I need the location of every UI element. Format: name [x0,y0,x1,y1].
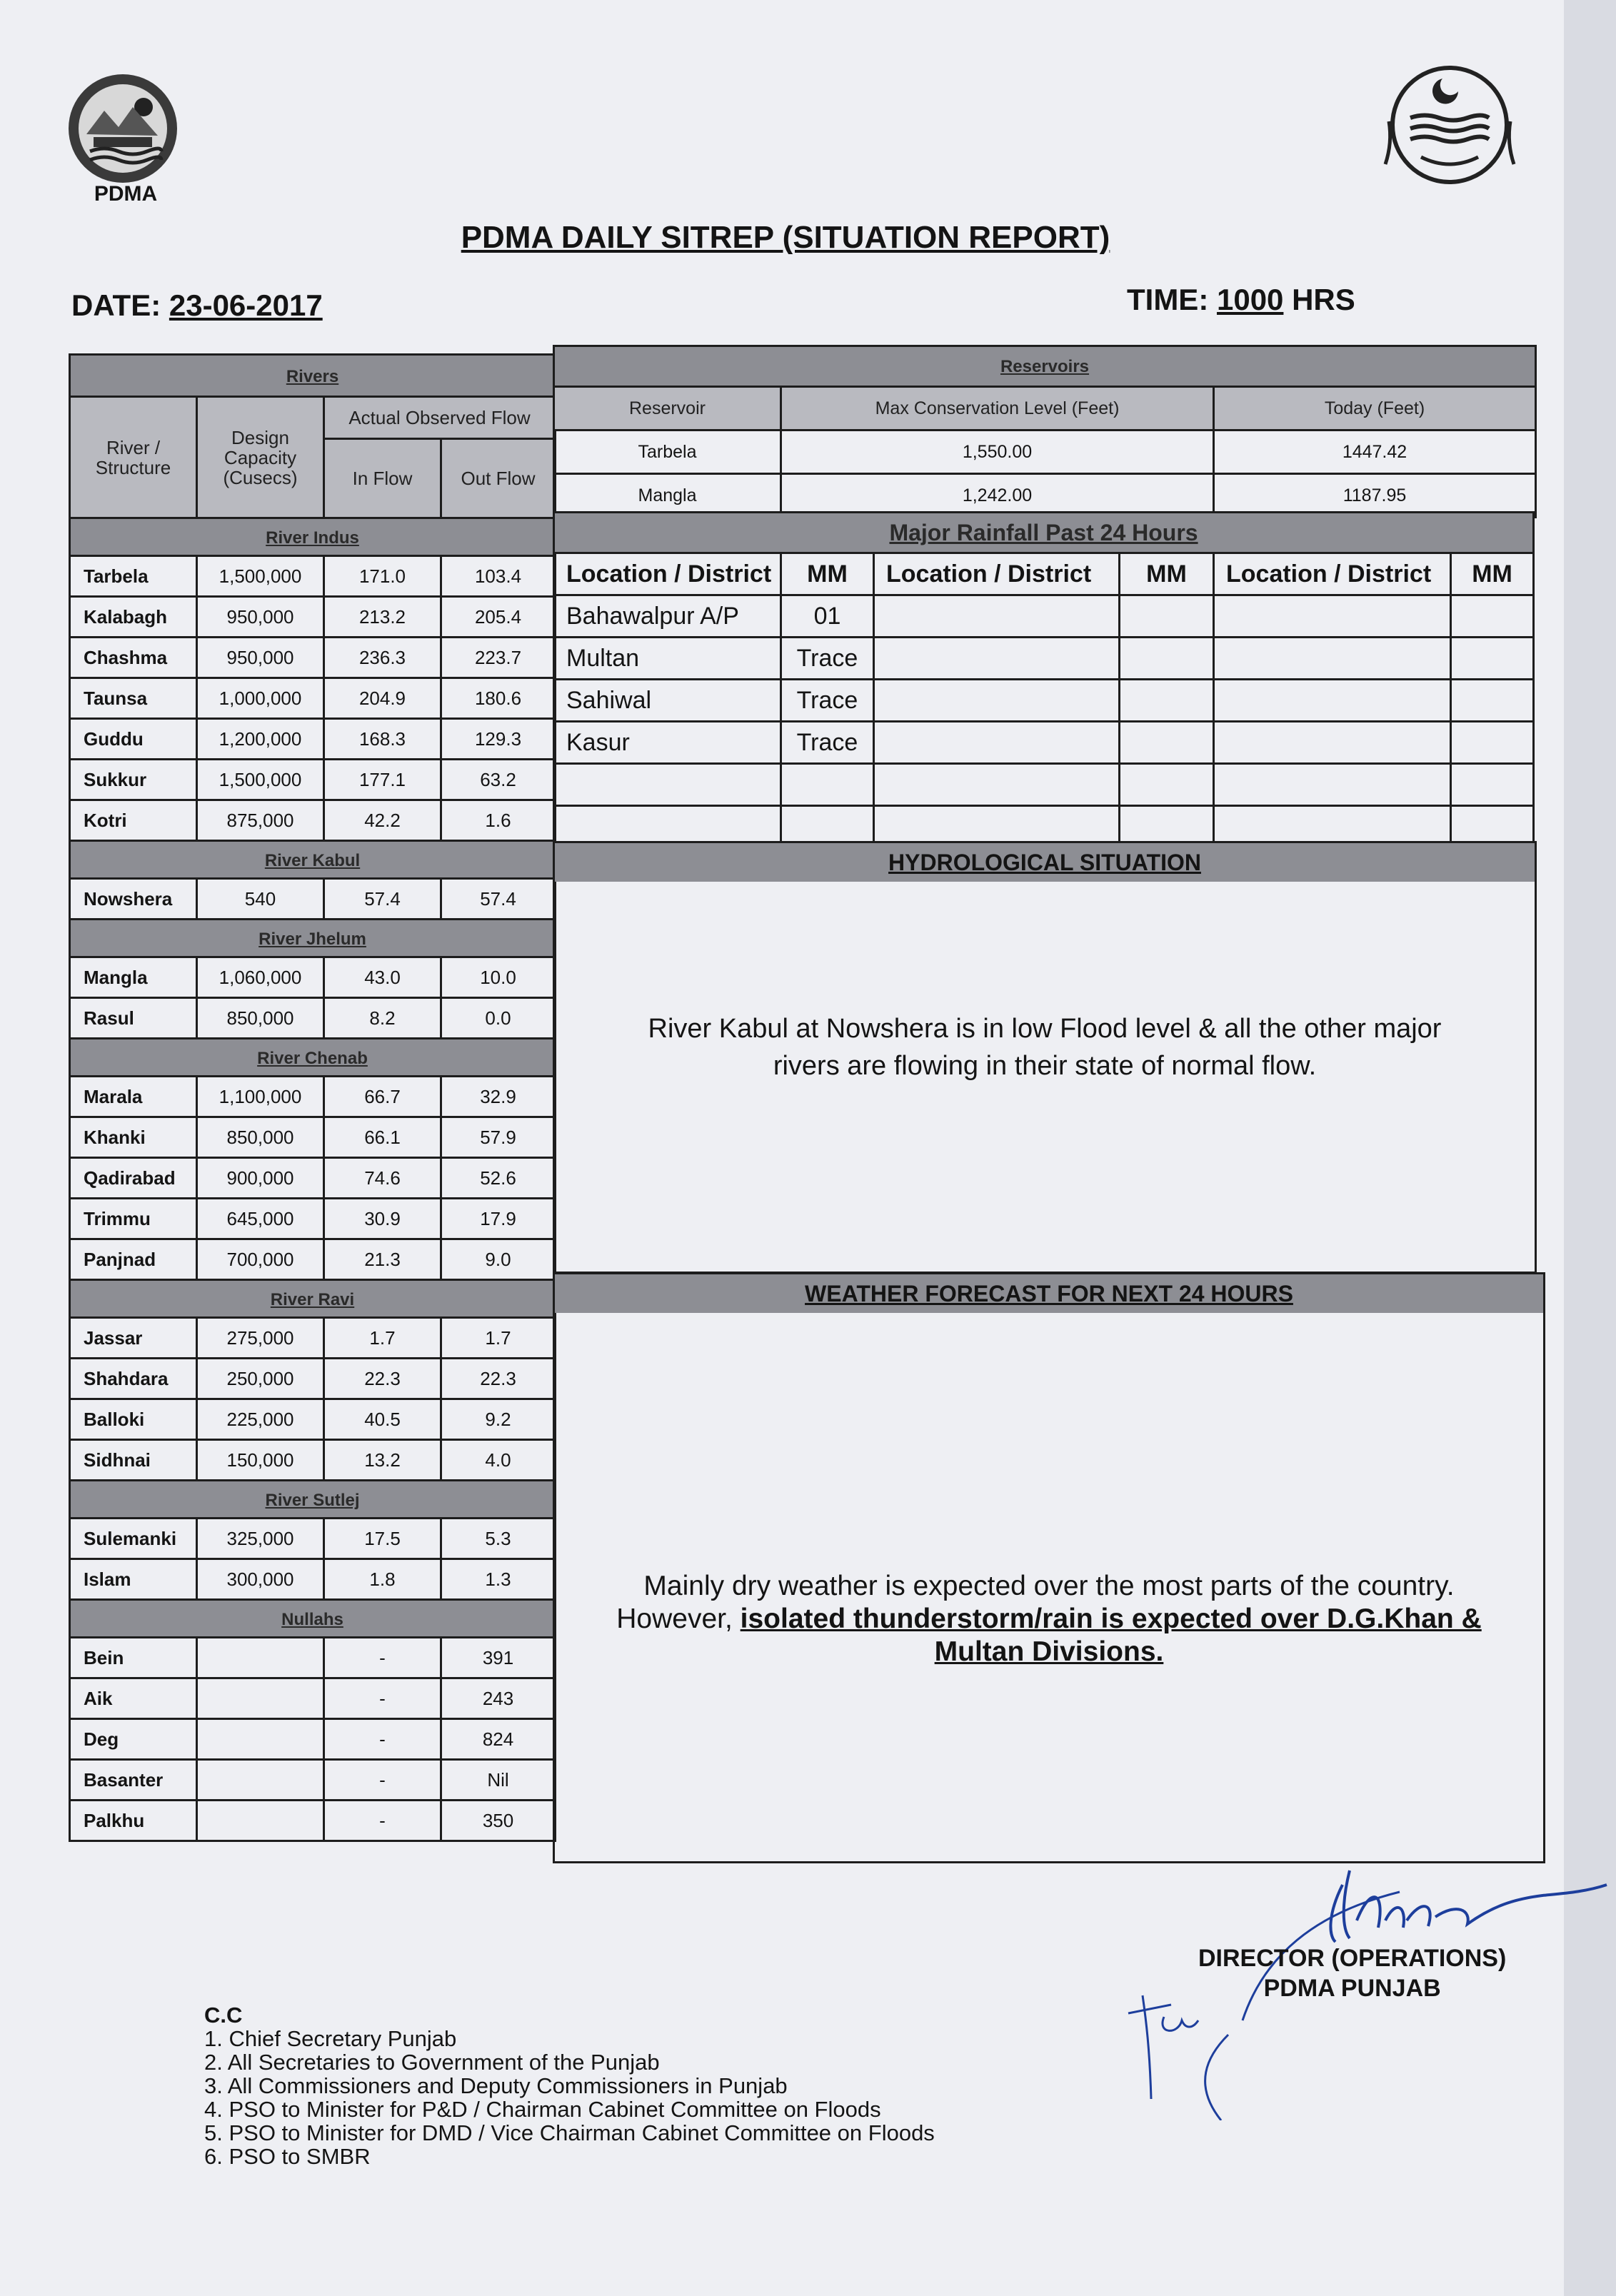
weather-text [555,1570,1543,1668]
in-flow: - [324,1638,441,1678]
design-capacity: 1,060,000 [197,957,324,998]
river-station-row [70,760,556,800]
river-group-row [70,1280,556,1318]
out-flow: 63.2 [441,760,556,800]
out-flow: 103.4 [441,556,556,597]
river-station-row [70,1678,556,1719]
rain-empty-cell [1120,764,1214,806]
in-flow: 66.1 [324,1117,441,1158]
rain-empty-cell [1451,595,1534,638]
weather-line-2 [555,1603,1543,1636]
river-group-row [70,920,556,957]
rain-location: Bahawalpur A/P [554,595,781,638]
station-name: Sukkur [70,760,197,800]
river-group-header [70,1280,556,1318]
col-in-flow: In Flow [324,439,441,518]
out-flow: 1.7 [441,1318,556,1359]
hydrological-text [555,1010,1535,1084]
river-station-row [70,1760,556,1801]
in-flow: 1.8 [324,1559,441,1600]
river-group-row [70,1481,556,1519]
design-capacity: 850,000 [197,1117,324,1158]
out-flow: 22.3 [441,1359,556,1399]
out-flow: 129.3 [441,719,556,760]
col-design-capacity: Design Capacity (Cusecs) [197,397,324,518]
time-unit: HRS [1292,283,1355,316]
in-flow: 21.3 [324,1239,441,1280]
col-location-2: Location / District [874,553,1120,595]
rain-mm: Trace [781,722,874,764]
weather-line-3: Multan Divisions. [934,1636,1164,1667]
col-mm-3: MM [1451,553,1534,595]
out-flow: 57.9 [441,1117,556,1158]
cc-item: 3. All Commissioners and Deputy Commissioners in Punjab [204,2073,788,2098]
station-name: Palkhu [70,1801,197,1841]
design-capacity: 1,500,000 [197,556,324,597]
out-flow: 391 [441,1638,556,1678]
rain-empty-cell [1214,680,1451,722]
col-actual-flow: Actual Observed Flow [324,397,556,439]
rain-empty-cell [1214,595,1451,638]
weather-section [553,1272,1545,1863]
river-station-row [70,1638,556,1678]
report-title: PDMA DAILY SITREP (SITUATION REPORT) [461,220,1110,255]
hydrological-title: HYDROLOGICAL SITUATION [555,843,1535,882]
station-name: Marala [70,1077,197,1117]
in-flow: 17.5 [324,1519,441,1559]
design-capacity [197,1638,324,1678]
design-capacity [197,1719,324,1760]
rainfall-table [553,511,1535,849]
reservoirs-title: Reservoirs [1000,356,1090,376]
cc-label: C.C [204,2003,243,2028]
rain-empty-cell [1214,764,1451,806]
out-flow: 5.3 [441,1519,556,1559]
design-capacity: 325,000 [197,1519,324,1559]
in-flow: 40.5 [324,1399,441,1440]
out-flow: 1.3 [441,1559,556,1600]
design-capacity: 1,000,000 [197,678,324,719]
weather-line-2-emph: isolated thunderstorm/rain is expected over D.G.Khan & [740,1603,1482,1634]
in-flow: 1.7 [324,1318,441,1359]
rainfall-row [554,680,1534,722]
cc-item: 6. PSO to SMBR [204,2144,371,2169]
station-name: Rasul [70,998,197,1039]
rain-location: Kasur [554,722,781,764]
river-station-row [70,597,556,638]
in-flow: 22.3 [324,1359,441,1399]
cc-item: 1. Chief Secretary Punjab [204,2026,457,2051]
river-station-row [70,678,556,719]
reservoir-row [554,430,1536,474]
river-group-title: River Jhelum [259,929,366,949]
river-group-header [70,518,556,556]
station-name: Khanki [70,1117,197,1158]
river-group-header [70,920,556,957]
river-station-row [70,719,556,760]
rain-location [554,764,781,806]
design-capacity: 1,200,000 [197,719,324,760]
out-flow: 1.6 [441,800,556,841]
station-name: Deg [70,1719,197,1760]
rain-empty-cell [874,638,1120,680]
station-name: Basanter [70,1760,197,1801]
river-group-row [70,518,556,556]
today-level: 1187.95 [1214,474,1536,518]
design-capacity: 150,000 [197,1440,324,1481]
out-flow: 17.9 [441,1199,556,1239]
river-station-row [70,1519,556,1559]
out-flow: 32.9 [441,1077,556,1117]
in-flow: 57.4 [324,879,441,920]
rainfall-row [554,638,1534,680]
signatory-title-2: PDMA PUNJAB [1263,1975,1441,2002]
river-group-header [70,841,556,879]
max-conservation-level: 1,242.00 [781,474,1214,518]
rain-empty-cell [874,764,1120,806]
station-name: Sidhnai [70,1440,197,1481]
out-flow: 9.0 [441,1239,556,1280]
rain-mm: 01 [781,595,874,638]
rivers-title: Rivers [286,366,339,386]
punjab-emblem-icon [1371,57,1557,200]
reservoir-name: Tarbela [554,430,781,474]
out-flow: 205.4 [441,597,556,638]
out-flow: 824 [441,1719,556,1760]
pdma-logo [61,71,190,214]
in-flow: 171.0 [324,556,441,597]
out-flow: 0.0 [441,998,556,1039]
river-group-row [70,841,556,879]
rainfall-row [554,722,1534,764]
out-flow: 180.6 [441,678,556,719]
rain-mm: Trace [781,680,874,722]
station-name: Kalabagh [70,597,197,638]
col-mm-1: MM [781,553,874,595]
design-capacity [197,1678,324,1719]
river-station-row [70,1559,556,1600]
in-flow: 204.9 [324,678,441,719]
river-station-row [70,1440,556,1481]
hydrological-section [553,841,1537,1274]
rain-location: Sahiwal [554,680,781,722]
river-group-header [70,1600,556,1638]
col-reservoir: Reservoir [554,387,781,430]
river-group-title: River Ravi [270,1289,355,1309]
river-group-title: River Indus [266,528,359,548]
out-flow: 243 [441,1678,556,1719]
design-capacity: 1,500,000 [197,760,324,800]
river-group-header [70,1039,556,1077]
river-station-row [70,1158,556,1199]
design-capacity: 300,000 [197,1559,324,1600]
river-group-title: River Chenab [257,1048,368,1068]
station-name: Shahdara [70,1359,197,1399]
date-label: DATE: [71,288,161,322]
rain-empty-cell [1120,595,1214,638]
cc-item: 5. PSO to Minister for DMD / Vice Chairman Cabinet Committee on Floods [204,2120,935,2145]
river-group-title: River Sutlej [265,1490,360,1510]
in-flow: - [324,1801,441,1841]
river-group-row [70,1600,556,1638]
rain-mm: Trace [781,638,874,680]
time-value: 1000 [1216,283,1284,316]
rain-empty-cell [1120,722,1214,764]
river-station-row [70,1359,556,1399]
design-capacity: 900,000 [197,1158,324,1199]
out-flow: 57.4 [441,879,556,920]
cc-list [204,2003,935,2168]
out-flow: 4.0 [441,1440,556,1481]
hydrological-line-2: rivers are flowing in their state of normal flow. [773,1051,1317,1081]
reservoirs-table [553,345,1537,518]
design-capacity: 225,000 [197,1399,324,1440]
in-flow: - [324,1760,441,1801]
rain-empty-cell [1120,638,1214,680]
rain-empty-cell [1451,638,1534,680]
out-flow: 350 [441,1801,556,1841]
river-group-title: Nullahs [281,1609,343,1629]
rivers-table [69,353,556,1842]
station-name: Aik [70,1678,197,1719]
station-name: Panjnad [70,1239,197,1280]
rainfall-header [554,513,1534,553]
station-name: Tarbela [70,556,197,597]
station-name: Bein [70,1638,197,1678]
in-flow: - [324,1678,441,1719]
design-capacity: 950,000 [197,597,324,638]
col-today-feet: Today (Feet) [1214,387,1536,430]
station-name: Islam [70,1559,197,1600]
out-flow: 223.7 [441,638,556,678]
weather-title: WEATHER FORECAST FOR NEXT 24 HOURS [555,1274,1543,1313]
design-capacity: 875,000 [197,800,324,841]
in-flow: 168.3 [324,719,441,760]
station-name: Jassar [70,1318,197,1359]
design-capacity [197,1760,324,1801]
river-group-title: River Kabul [264,850,361,870]
station-name: Balloki [70,1399,197,1440]
river-station-row [70,1719,556,1760]
in-flow: 213.2 [324,597,441,638]
today-level: 1447.42 [1214,430,1536,474]
rain-mm [781,764,874,806]
rainfall-row [554,595,1534,638]
rain-empty-cell [1451,764,1534,806]
rain-empty-cell [1214,722,1451,764]
time-label: TIME: [1127,283,1209,316]
col-location-3: Location / District [1214,553,1451,595]
river-station-row [70,1117,556,1158]
report-date [71,288,323,323]
river-station-row [70,1199,556,1239]
out-flow: 52.6 [441,1158,556,1199]
col-mm-2: MM [1120,553,1214,595]
in-flow: 43.0 [324,957,441,998]
col-location-1: Location / District [554,553,781,595]
in-flow: 177.1 [324,760,441,800]
river-group-header [70,1481,556,1519]
station-name: Trimmu [70,1199,197,1239]
in-flow: 13.2 [324,1440,441,1481]
in-flow: 74.6 [324,1158,441,1199]
river-station-row [70,1318,556,1359]
station-name: Chashma [70,638,197,678]
design-capacity: 950,000 [197,638,324,678]
col-out-flow: Out Flow [441,439,556,518]
rain-empty-cell [1451,680,1534,722]
station-name: Kotri [70,800,197,841]
weather-line-2-plain: However, [616,1603,741,1634]
rainfall-title: Major Rainfall Past 24 Hours [889,519,1198,545]
rainfall-row [554,764,1534,806]
river-station-row [70,998,556,1039]
date-value: 23-06-2017 [169,288,323,322]
in-flow: 66.7 [324,1077,441,1117]
report-time [1127,283,1355,317]
col-max-conservation: Max Conservation Level (Feet) [781,387,1214,430]
in-flow: 8.2 [324,998,441,1039]
design-capacity: 250,000 [197,1359,324,1399]
pdma-emblem-icon [61,71,190,186]
rivers-header [70,355,556,397]
design-capacity: 1,100,000 [197,1077,324,1117]
rain-empty-cell [874,595,1120,638]
design-capacity [197,1801,324,1841]
design-capacity: 700,000 [197,1239,324,1280]
out-flow: 10.0 [441,957,556,998]
rain-empty-cell [874,722,1120,764]
signatory-title-1: DIRECTOR (OPERATIONS) [1198,1945,1507,1972]
design-capacity: 275,000 [197,1318,324,1359]
station-name: Sulemanki [70,1519,197,1559]
station-name: Guddu [70,719,197,760]
out-flow: 9.2 [441,1399,556,1440]
river-station-row [70,556,556,597]
river-station-row [70,800,556,841]
station-name: Taunsa [70,678,197,719]
rain-empty-cell [1451,722,1534,764]
design-capacity: 540 [197,879,324,920]
station-name: Mangla [70,957,197,998]
in-flow: - [324,1719,441,1760]
out-flow: Nil [441,1760,556,1801]
col-river-structure: River / Structure [70,397,197,518]
signatory-block [1198,1943,1506,2003]
station-name: Qadirabad [70,1158,197,1199]
max-conservation-level: 1,550.00 [781,430,1214,474]
in-flow: 236.3 [324,638,441,678]
station-name: Nowshera [70,879,197,920]
river-station-row [70,957,556,998]
hydrological-line-1: River Kabul at Nowshera is in low Flood level & all the other major [648,1014,1442,1044]
reservoirs-header [554,346,1536,387]
cc-item: 2. All Secretaries to Government of the Punjab [204,2050,660,2075]
punjab-govt-logo [1371,57,1557,200]
river-station-row [70,1077,556,1117]
rain-empty-cell [874,680,1120,722]
cc-item: 4. PSO to Minister for P&D / Chairman Cabinet Committee on Floods [204,2097,881,2122]
river-station-row [70,879,556,920]
rain-location: Multan [554,638,781,680]
river-station-row [70,1239,556,1280]
river-station-row [70,638,556,678]
rain-empty-cell [1214,638,1451,680]
design-capacity: 645,000 [197,1199,324,1239]
rain-empty-cell [1120,680,1214,722]
in-flow: 30.9 [324,1199,441,1239]
logo-caption: PDMA [94,182,158,206]
river-station-row [70,1399,556,1440]
weather-line-1: Mainly dry weather is expected over the most parts of the country. [643,1571,1455,1601]
river-station-row [70,1801,556,1841]
river-group-row [70,1039,556,1077]
design-capacity: 850,000 [197,998,324,1039]
in-flow: 42.2 [324,800,441,841]
reservoir-name: Mangla [554,474,781,518]
